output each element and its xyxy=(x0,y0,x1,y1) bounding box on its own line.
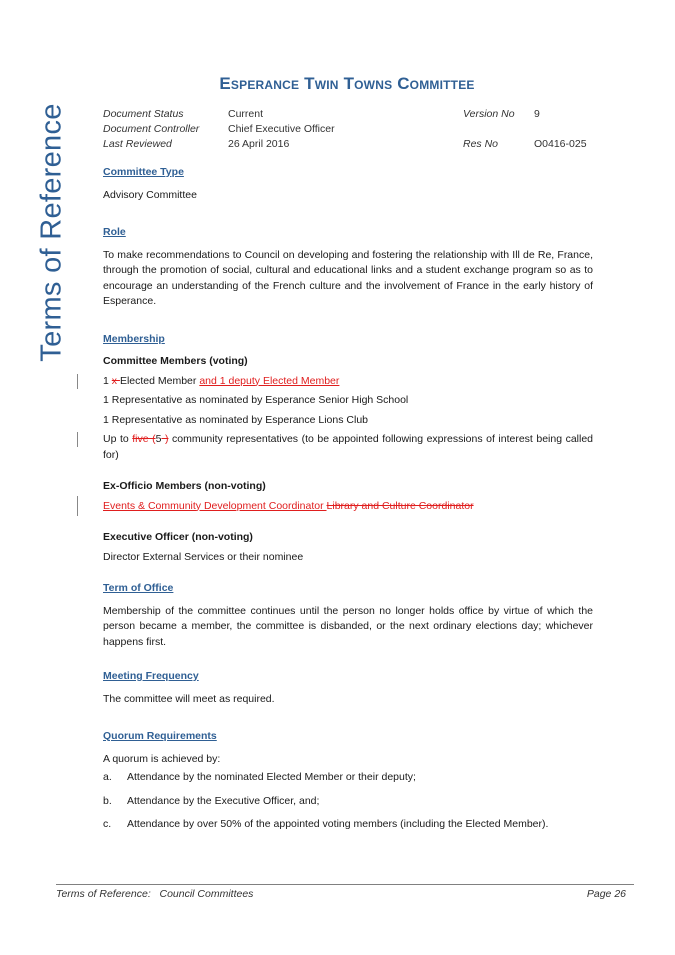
list-marker: c. xyxy=(103,818,112,830)
executive-officer-text: Director External Services or their nominee xyxy=(103,550,304,563)
res-label: Res No xyxy=(463,138,499,150)
exofficio-heading: Ex-Officio Members (non-voting) xyxy=(103,480,266,492)
list-item xyxy=(103,770,593,786)
list-text: Attendance by the nominated Elected Member or their deputy; xyxy=(127,771,416,783)
document-body xyxy=(103,165,593,841)
meta-row-controller xyxy=(103,122,597,137)
meta-row-status xyxy=(103,107,597,122)
meeting-text: The committee will meet as required. xyxy=(103,692,275,705)
term-text: Membership of the committee continues until the person no longer holds office by virtue of which the person became a member, the committee is disbanded, or the next ordinary elections day; whichever happens first. xyxy=(103,604,593,648)
controller-label: Document Controller xyxy=(103,123,200,135)
sidebar-title: Terms of Reference xyxy=(35,103,68,362)
footer-divider xyxy=(56,884,634,885)
page-title: Esperance Twin Towns Committee xyxy=(219,74,475,93)
change-bar xyxy=(77,374,78,389)
change-bar xyxy=(77,432,78,447)
committee-type-heading: Committee Type xyxy=(103,166,184,178)
list-marker: a. xyxy=(103,771,112,783)
role-text: To make recommendations to Council on developing and fostering the relationship with Ill de Re, France, through the promotion of social, cultural and educational links and a student exchange program so as to encourage an understanding of the French culture and the involvement of France in the early history of Esperance. xyxy=(103,248,593,307)
executive-officer-heading: Executive Officer (non-voting) xyxy=(103,531,253,543)
reviewed-value: 26 April 2016 xyxy=(228,138,290,150)
inserted-text: and 1 deputy Elected Member xyxy=(199,374,340,387)
deleted-text: five ( xyxy=(132,433,156,445)
quorum-intro: A quorum is achieved by: xyxy=(103,752,221,765)
page-footer xyxy=(56,888,626,900)
member-line-school: 1 Representative as nominated by Esperance Senior High School xyxy=(103,394,409,406)
status-label: Document Status xyxy=(103,108,184,120)
term-heading: Term of Office xyxy=(103,582,174,594)
reviewed-label: Last Reviewed xyxy=(103,138,172,150)
res-value: O0416-025 xyxy=(534,138,587,150)
list-text: Attendance by over 50% of the appointed voting members (including the Elected Member). xyxy=(127,818,549,830)
list-text: Attendance by the Executive Officer, and; xyxy=(127,794,320,807)
inserted-text: Events & Community Development Coordinator xyxy=(103,499,327,512)
deleted-text: ) xyxy=(161,433,169,445)
list-item xyxy=(103,794,593,810)
deleted-text: Library and Culture Coordinator xyxy=(326,499,474,512)
quorum-heading: Quorum Requirements xyxy=(103,730,217,742)
status-value: Current xyxy=(228,108,264,120)
document-metadata xyxy=(103,107,597,152)
meta-row-reviewed xyxy=(103,137,597,152)
version-label: Version No xyxy=(463,108,515,120)
member-line-elected: 1 x Elected Member and 1 deputy Elected Member xyxy=(103,374,593,390)
member-line-lions: 1 Representative as nominated by Esperance Lions Club xyxy=(103,413,368,426)
version-value: 9 xyxy=(534,108,540,120)
controller-value: Chief Executive Officer xyxy=(228,123,335,135)
list-item xyxy=(103,817,593,833)
committee-type-text: Advisory Committee xyxy=(103,188,197,201)
voting-members-heading: Committee Members (voting) xyxy=(103,355,248,367)
deleted-text: x xyxy=(111,374,120,387)
page-number: Page 26 xyxy=(586,888,626,900)
list-marker: b. xyxy=(103,794,112,807)
change-bar xyxy=(77,496,78,516)
exofficio-line xyxy=(103,499,593,515)
footer-left: Terms of Reference: Council Committees xyxy=(56,888,254,900)
role-heading: Role xyxy=(103,226,126,238)
meeting-heading: Meeting Frequency xyxy=(103,670,199,682)
member-line-community: Up to five (5 ) community representatives (to be appointed following expressions of interest being called for) xyxy=(103,432,593,463)
membership-heading: Membership xyxy=(103,332,165,345)
